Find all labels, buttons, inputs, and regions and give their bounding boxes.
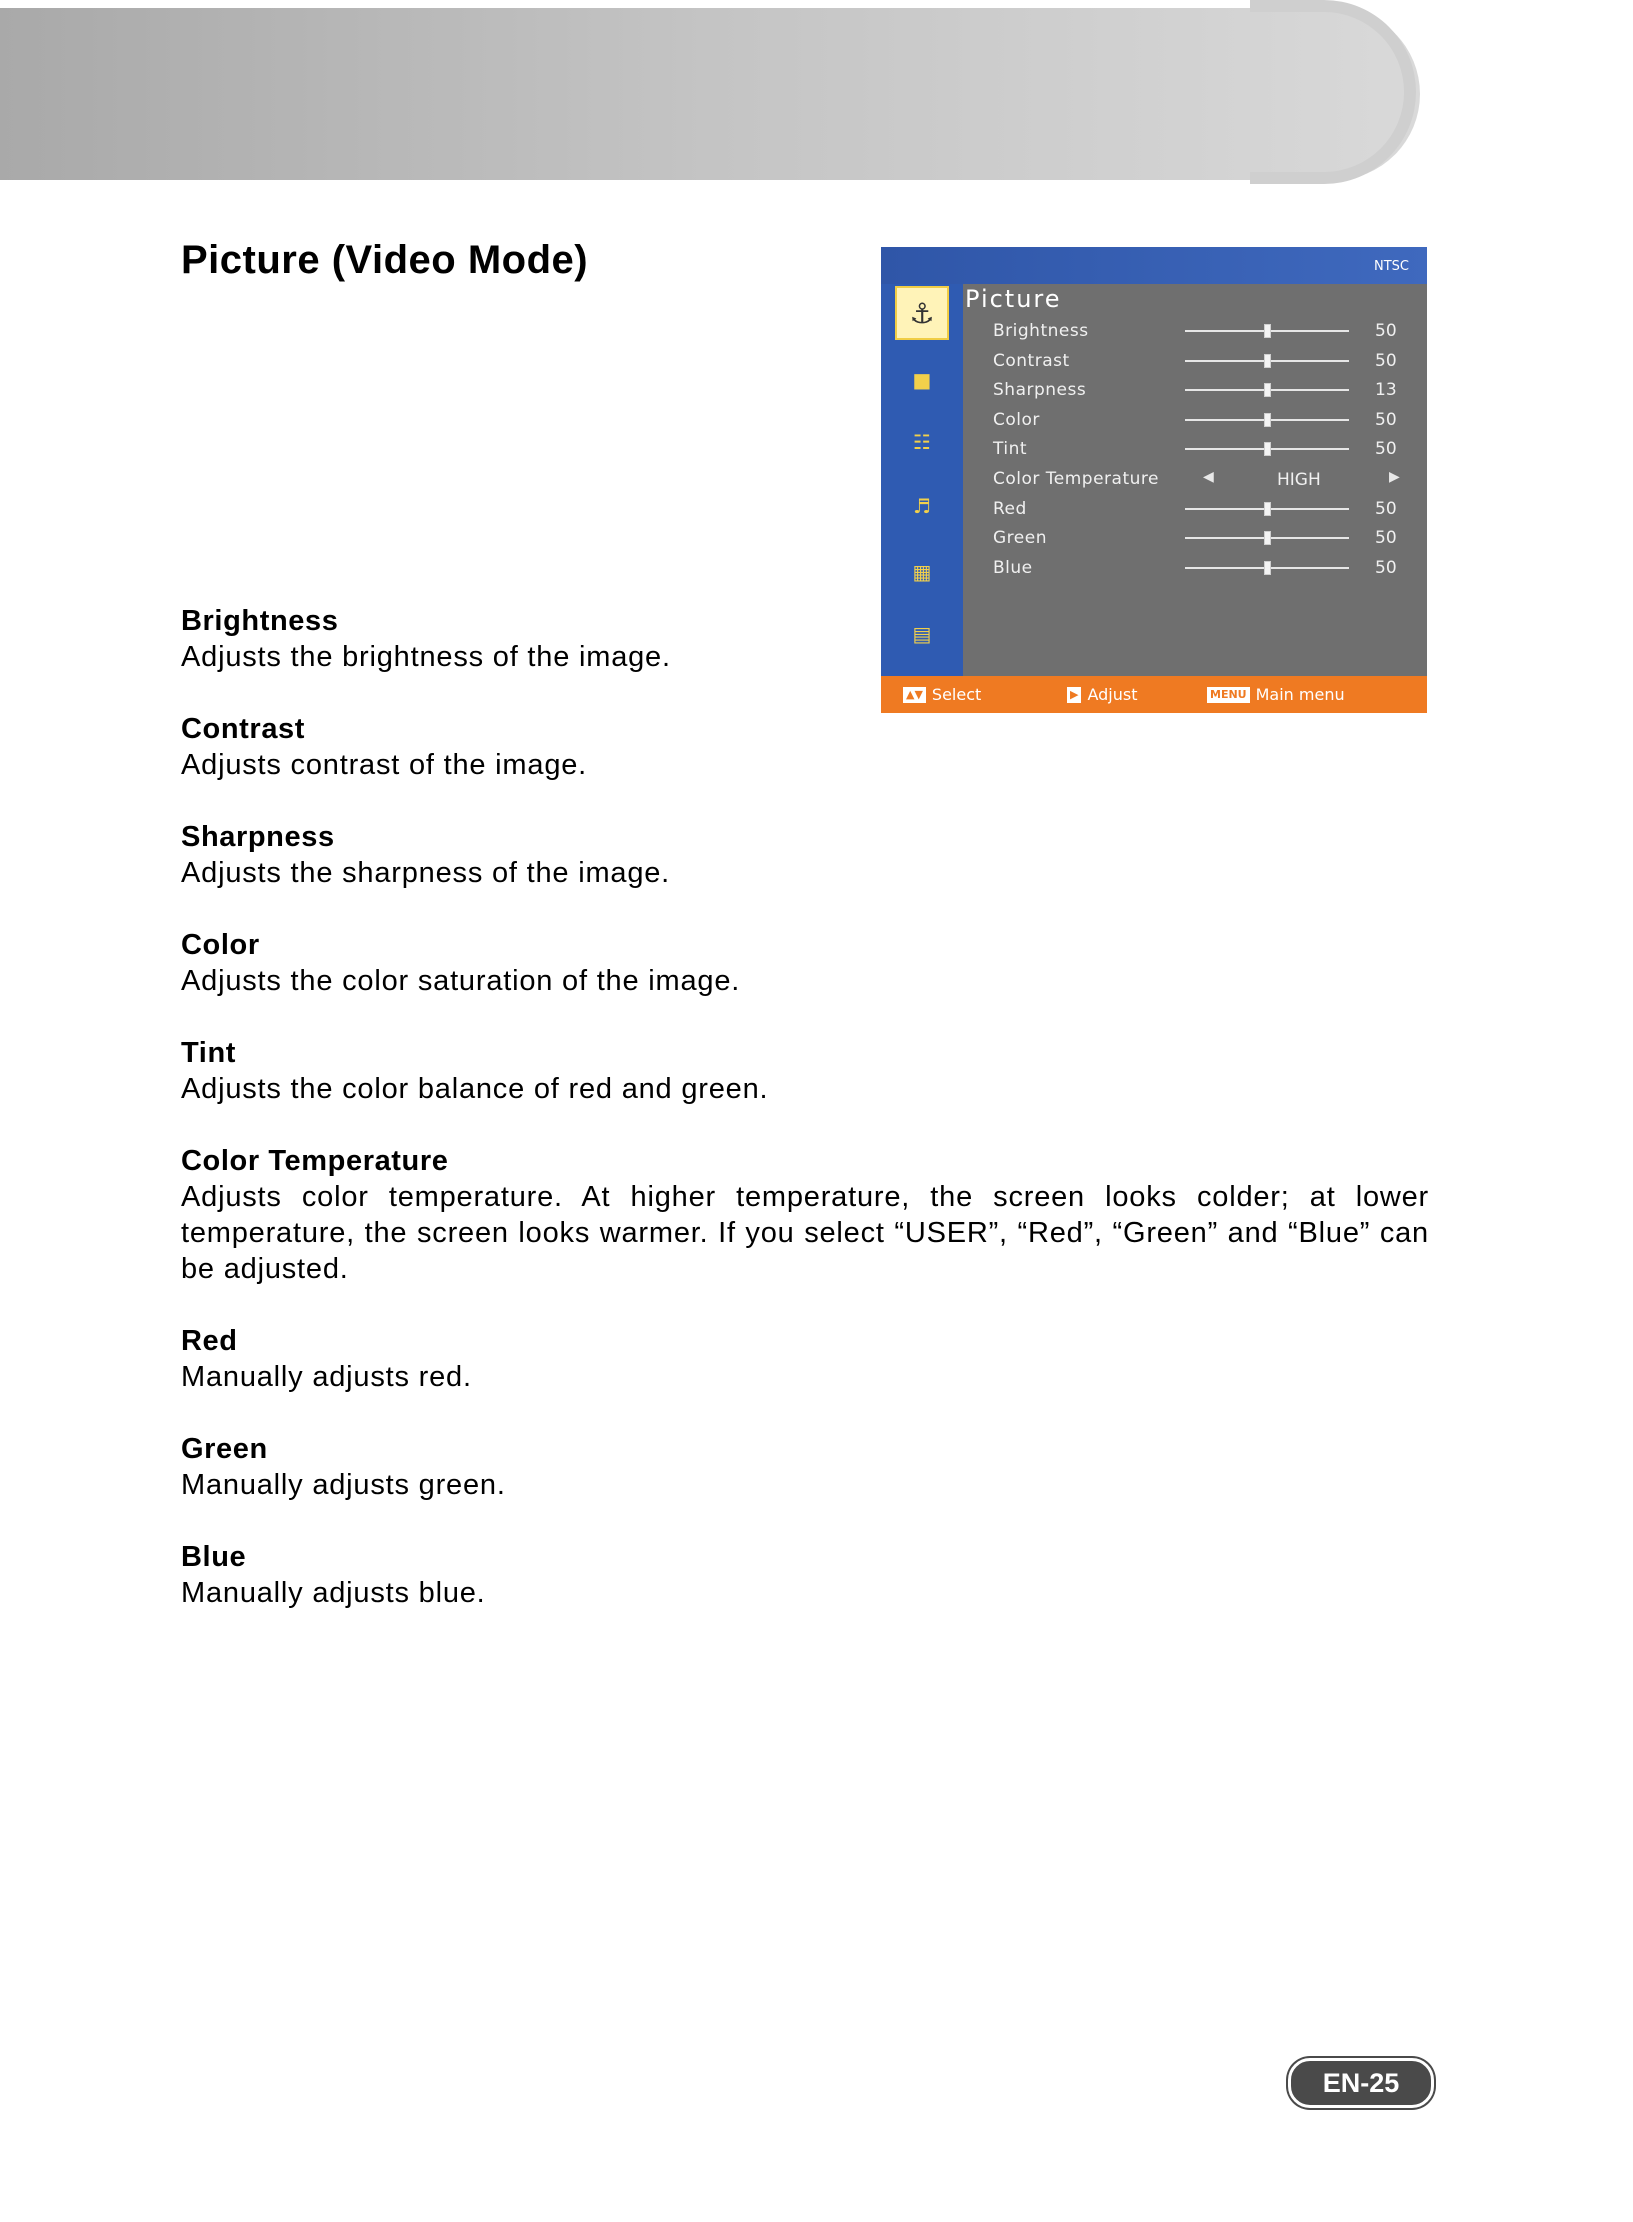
osd-option-value: HIGH [1277, 470, 1321, 490]
osd-row-label: Brightness [993, 321, 1089, 341]
osd-slider-knob[interactable] [1264, 531, 1271, 545]
osd-row-label: Blue [993, 558, 1033, 578]
osd-slider-knob[interactable] [1264, 324, 1271, 338]
menu-key-icon: MENU [1207, 687, 1250, 703]
osd-row-value: 50 [1375, 558, 1397, 578]
section-heading: Tint [181, 1037, 237, 1069]
setup-icon: ☷ [913, 430, 931, 454]
left-arrow-icon[interactable]: ◀ [1203, 469, 1214, 485]
osd-slider-knob[interactable] [1264, 413, 1271, 427]
picture-icon: ⚓ [895, 286, 949, 340]
right-arrow-icon: ▶ [1067, 687, 1081, 703]
description-section [181, 1539, 1429, 1611]
description-section [181, 1035, 1429, 1107]
osd-row-label: Color Temperature [993, 469, 1159, 489]
section-text: Manually adjusts red. [181, 1361, 472, 1393]
section-text: Manually adjusts blue. [181, 1577, 486, 1609]
page-title: Picture (Video Mode) [181, 238, 589, 282]
osd-row[interactable] [881, 435, 1427, 463]
section-text: Adjusts the color balance of red and green. [181, 1073, 769, 1105]
audio-icon: ♬ [913, 494, 931, 518]
language-icon: ▤ [912, 622, 932, 646]
section-heading: Blue [181, 1541, 247, 1573]
osd-slider-knob[interactable] [1264, 354, 1271, 368]
osd-row[interactable] [881, 465, 1427, 493]
section-text: Adjusts the sharpness of the image. [181, 857, 671, 889]
section-heading: Color Temperature [181, 1145, 449, 1177]
description-section [181, 1323, 1429, 1395]
section-heading: Green [181, 1433, 268, 1465]
section-heading: Red [181, 1325, 238, 1357]
osd-slider-knob[interactable] [1264, 442, 1271, 456]
hint-adjust-label: Adjust [1087, 685, 1138, 704]
osd-row-value: 13 [1375, 380, 1397, 400]
display-icon: ■ [912, 368, 932, 392]
osd-slider-knob[interactable] [1264, 502, 1271, 516]
hint-main-menu-label: Main menu [1255, 685, 1345, 704]
section-text: Adjusts contrast of the image. [181, 749, 588, 781]
osd-row-label: Red [993, 499, 1027, 519]
osd-row-value: 50 [1375, 321, 1397, 341]
osd-row[interactable] [881, 347, 1427, 375]
osd-row-value: 50 [1375, 410, 1397, 430]
description-section [181, 927, 1429, 999]
right-arrow-icon[interactable]: ▶ [1389, 469, 1400, 485]
section-text: Adjusts the brightness of the image. [181, 641, 671, 673]
description-list [181, 603, 1429, 1647]
up-down-icon: ▲▼ [903, 687, 926, 703]
osd-row-label: Tint [993, 439, 1028, 459]
osd-row-label: Green [993, 528, 1047, 548]
options-icon: ▦ [912, 560, 932, 584]
description-section [181, 1431, 1429, 1503]
osd-row-label: Color [993, 410, 1040, 430]
description-section [181, 819, 1429, 891]
section-heading: Color [181, 929, 260, 961]
header-band [0, 8, 1420, 180]
description-section [181, 711, 1429, 783]
section-heading: Brightness [181, 605, 339, 637]
osd-slider-knob[interactable] [1264, 383, 1271, 397]
osd-row[interactable] [881, 406, 1427, 434]
osd-row-value: 50 [1375, 439, 1397, 459]
osd-row[interactable] [881, 524, 1427, 552]
osd-menu-title: Picture [965, 285, 1062, 313]
description-section [181, 1143, 1429, 1287]
osd-signal-label: NTSC [1374, 259, 1409, 274]
osd-top-bar [881, 247, 1427, 284]
section-heading: Sharpness [181, 821, 335, 853]
osd-slider-knob[interactable] [1264, 561, 1271, 575]
osd-row[interactable] [881, 495, 1427, 523]
osd-row[interactable] [881, 554, 1427, 582]
description-section [181, 603, 1429, 675]
osd-row-value: 50 [1375, 528, 1397, 548]
osd-row-label: Contrast [993, 351, 1070, 371]
page-number: EN-25 [1288, 2058, 1434, 2108]
osd-row[interactable] [881, 317, 1427, 345]
osd-row-value: 50 [1375, 351, 1397, 371]
osd-row[interactable] [881, 376, 1427, 404]
section-text: Manually adjusts green. [181, 1469, 506, 1501]
section-heading: Contrast [181, 713, 306, 745]
section-text: Adjusts the color saturation of the image. [181, 965, 741, 997]
osd-row-label: Sharpness [993, 380, 1087, 400]
section-text: Adjusts color temperature. At higher temperature, the screen looks colder; at lower temperature, the screen looks warmer. If you select “USER”, “Red”, “Green” and “Blue” can be adjusted. [181, 1181, 1429, 1285]
hint-select-label: Select [931, 685, 982, 704]
osd-row-value: 50 [1375, 499, 1397, 519]
